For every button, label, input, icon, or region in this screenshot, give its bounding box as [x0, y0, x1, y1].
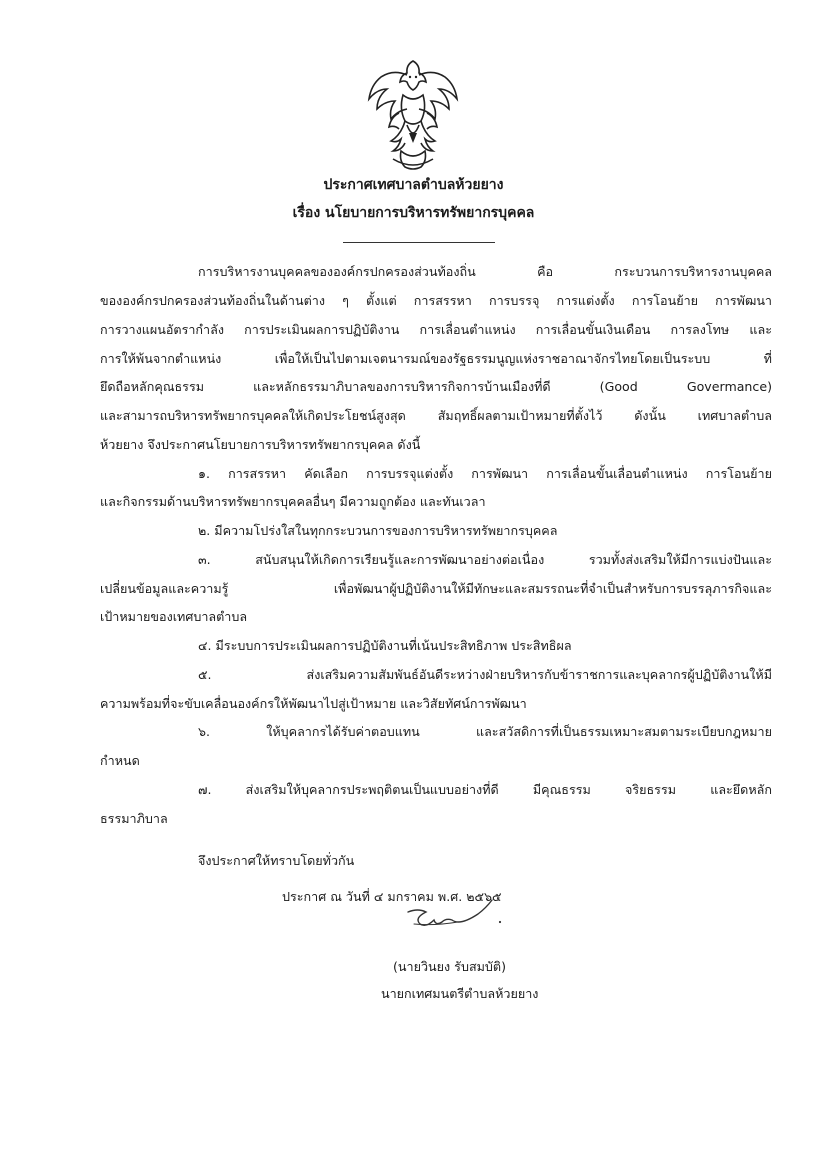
- intro-line: การวางแผนอัตรากำลัง การประเมินผลการปฏิบัติงาน การเลื่อนตำแหน่ง การเลื่อนขั้นเงินเดือน การลงโทษ และ: [100, 322, 772, 337]
- policy-item-7-cont: ธรรมาภิบาล: [100, 811, 168, 826]
- intro-line: ขององค์กรปกครองส่วนท้องถิ่นในด้านต่าง ๆ ตั้งแต่ การสรรหา การบรรจุ การแต่งตั้ง การโอนย้าย การพัฒนา: [100, 293, 772, 308]
- policy-item-6: ๖. ให้บุคลากรได้รับค่าตอบแทน และสวัสดิการที่เป็นธรรมเหมาะสมตามระเบียบกฎหมาย: [198, 724, 772, 739]
- policy-item-3-cont: เปลี่ยนข้อมูลและความรู้ เพื่อพัฒนาผู้ปฏิบัติงานให้มีทักษะและสมรรถนะที่จำเป็นสำหรับการบรรลุภารกิจและ: [100, 581, 772, 596]
- policy-item-3: ๓. สนับสนุนให้เกิดการเรียนรู้และการพัฒนาอย่างต่อเนื่อง รวมทั้งส่งเสริมให้มีการแบ่งปันและ: [198, 552, 772, 567]
- policy-item-1: ๑. การสรรหา คัดเลือก การบรรจุแต่งตั้ง การพัฒนา การเลื่อนขั้นเลื่อนตำแหน่ง การโอนย้าย: [198, 466, 772, 481]
- intro-line: การบริหารงานบุคคลขององค์กรปกครองส่วนท้องถิ่น คือ กระบวนการบริหารงานบุคคล: [198, 264, 772, 279]
- policy-item-5-cont: ความพร้อมที่จะขับเคลื่อนองค์กรให้พัฒนาไปสู่เป้าหมาย และวิสัยทัศน์การพัฒนา: [100, 696, 527, 711]
- announcement-date: ประกาศ ณ วันที่ ๔ มกราคม พ.ศ. ๒๕๖๕: [282, 889, 502, 904]
- signatory-name: (นายวินยง รับสมบัติ): [393, 959, 507, 974]
- policy-item-5: ๕. ส่งเสริมความสัมพันธ์อันดีระหว่างฝ่ายบริหารกับข้าราชการและบุคลากรผู้ปฏิบัติงานให้มี: [198, 667, 772, 682]
- policy-item-6-cont: กำหนด: [100, 753, 140, 768]
- announcement-title: ประกาศเทศบาลตำบลห้วยยาง: [323, 177, 504, 193]
- garuda-emblem-icon: [363, 55, 463, 173]
- policy-item-7: ๗. ส่งเสริมให้บุคลากรประพฤติตนเป็นแบบอย่างที่ดี มีคุณธรรม จริยธรรม และยึดหลัก: [198, 782, 772, 797]
- policy-item-1-cont: และกิจกรรมด้านบริหารทรัพยากรบุคคลอื่นๆ มีความถูกต้อง และทันเวลา: [100, 494, 486, 509]
- policy-item-4: ๔. มีระบบการประเมินผลการปฏิบัติงานที่เน้นประสิทธิภาพ ประสิทธิผล: [198, 638, 572, 653]
- announcement-subject: เรื่อง นโยบายการบริหารทรัพยากรบุคคล: [292, 205, 535, 221]
- closing-statement: จึงประกาศให้ทราบโดยทั่วกัน: [198, 853, 355, 868]
- intro-line: ห้วยยาง จึงประกาศนโยบายการบริหารทรัพยากรบุคคล ดังนี้: [100, 437, 421, 452]
- policy-item-3-cont: เป้าหมายของเทศบาลตำบล: [100, 609, 248, 624]
- handwritten-signature-icon: [402, 898, 512, 938]
- intro-line: การให้พ้นจากตำแหน่ง เพื่อให้เป็นไปตามเจตนารมณ์ของรัฐธรรมนูญแห่งราชอาณาจักรไทยโดยเป็นระบบ ที่: [100, 351, 772, 366]
- title-divider: [343, 242, 495, 243]
- signatory-position: นายกเทศมนตรีตำบลห้วยยาง: [381, 986, 539, 1001]
- intro-line: ยึดถือหลักคุณธรรม และหลักธรรมาภิบาลของการบริหารกิจการบ้านเมืองที่ดี (Good Govermance): [100, 379, 772, 394]
- policy-item-2: ๒. มีความโปร่งใสในทุกกระบวนการของการบริหารทรัพยากรบุคคล: [198, 523, 558, 538]
- intro-line: และสามารถบริหารทรัพยากรบุคคลให้เกิดประโยชน์สูงสุด สัมฤทธิ์ผลตามเป้าหมายที่ตั้งไว้ ดังนั้น เทศบาลตำบล: [100, 408, 772, 423]
